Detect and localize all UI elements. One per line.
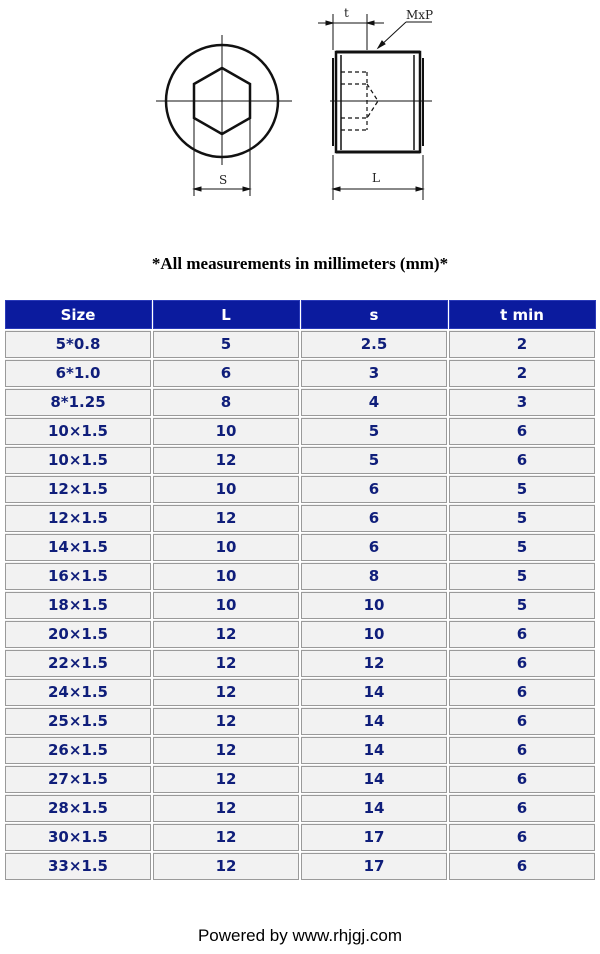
cell-s: 10 <box>300 620 448 649</box>
table-body <box>4 330 596 881</box>
cell-t-min: 6 <box>448 620 596 649</box>
cell-size: 8*1.25 <box>4 388 152 417</box>
table-row <box>4 794 596 823</box>
cell-t-min: 3 <box>448 388 596 417</box>
cell-s: 12 <box>300 649 448 678</box>
cell-t-min: 6 <box>448 794 596 823</box>
measurement-note: *All measurements in millimeters (mm)* <box>151 254 449 273</box>
cell-size: 5*0.8 <box>4 330 152 359</box>
table-row <box>4 446 596 475</box>
cell-t-min: 5 <box>448 533 596 562</box>
cell-l: 12 <box>152 765 300 794</box>
dimension-l-label: L <box>372 171 380 185</box>
cell-size: 10×1.5 <box>4 417 152 446</box>
cell-t-min: 6 <box>448 707 596 736</box>
table-row <box>4 765 596 794</box>
cell-s: 14 <box>300 678 448 707</box>
header-l: L <box>152 300 300 330</box>
cell-size: 26×1.5 <box>4 736 152 765</box>
cell-size: 33×1.5 <box>4 852 152 881</box>
cell-s: 8 <box>300 562 448 591</box>
cell-s: 14 <box>300 765 448 794</box>
cell-s: 5 <box>300 446 448 475</box>
cell-s: 3 <box>300 359 448 388</box>
cell-size: 10×1.5 <box>4 446 152 475</box>
table-row <box>4 678 596 707</box>
cell-t-min: 5 <box>448 504 596 533</box>
cell-s: 17 <box>300 852 448 881</box>
cell-t-min: 6 <box>448 736 596 765</box>
cell-t-min: 6 <box>448 649 596 678</box>
technical-drawing <box>0 0 600 230</box>
screw-plug-diagram <box>0 0 600 230</box>
cell-s: 6 <box>300 533 448 562</box>
cell-t-min: 6 <box>448 417 596 446</box>
cell-l: 12 <box>152 504 300 533</box>
cell-t-min: 5 <box>448 475 596 504</box>
cell-l: 12 <box>152 649 300 678</box>
cell-size: 25×1.5 <box>4 707 152 736</box>
header-size: Size <box>4 300 152 330</box>
table-row <box>4 504 596 533</box>
cell-size: 28×1.5 <box>4 794 152 823</box>
table-row <box>4 533 596 562</box>
cell-size: 24×1.5 <box>4 678 152 707</box>
cell-l: 5 <box>152 330 300 359</box>
dimensions-table <box>3 299 597 881</box>
table-row <box>4 330 596 359</box>
header-s: s <box>300 300 448 330</box>
cell-l: 10 <box>152 591 300 620</box>
cell-s: 14 <box>300 707 448 736</box>
cell-t-min: 6 <box>448 823 596 852</box>
table-header-row <box>4 300 596 330</box>
cell-l: 12 <box>152 794 300 823</box>
dimension-t-label: t <box>344 6 349 20</box>
cell-l: 12 <box>152 620 300 649</box>
cell-l: 10 <box>152 533 300 562</box>
cell-size: 27×1.5 <box>4 765 152 794</box>
cell-l: 12 <box>152 823 300 852</box>
cell-s: 6 <box>300 504 448 533</box>
table-row <box>4 388 596 417</box>
cell-l: 8 <box>152 388 300 417</box>
cell-t-min: 6 <box>448 765 596 794</box>
cell-size: 6*1.0 <box>4 359 152 388</box>
cell-l: 12 <box>152 446 300 475</box>
dimension-s-label: S <box>219 173 228 187</box>
cell-size: 20×1.5 <box>4 620 152 649</box>
cell-s: 5 <box>300 417 448 446</box>
cell-s: 6 <box>300 475 448 504</box>
table-row <box>4 475 596 504</box>
cell-l: 10 <box>152 562 300 591</box>
cell-t-min: 6 <box>448 852 596 881</box>
cell-s: 4 <box>300 388 448 417</box>
cell-l: 12 <box>152 678 300 707</box>
cell-s: 2.5 <box>300 330 448 359</box>
cell-s: 14 <box>300 736 448 765</box>
cell-s: 17 <box>300 823 448 852</box>
table-row <box>4 562 596 591</box>
table-row <box>4 620 596 649</box>
table-row <box>4 359 596 388</box>
table-row <box>4 417 596 446</box>
table-row <box>4 591 596 620</box>
front-view <box>156 35 292 196</box>
thread-mxp-label: MxP <box>406 8 434 22</box>
cell-t-min: 2 <box>448 330 596 359</box>
cell-size: 16×1.5 <box>4 562 152 591</box>
cell-s: 14 <box>300 794 448 823</box>
table-row <box>4 707 596 736</box>
cell-l: 12 <box>152 707 300 736</box>
cell-t-min: 6 <box>448 446 596 475</box>
cell-l: 6 <box>152 359 300 388</box>
cell-l: 12 <box>152 736 300 765</box>
cell-size: 12×1.5 <box>4 475 152 504</box>
cell-l: 10 <box>152 417 300 446</box>
cell-size: 14×1.5 <box>4 533 152 562</box>
cell-s: 10 <box>300 591 448 620</box>
cell-size: 12×1.5 <box>4 504 152 533</box>
cell-t-min: 6 <box>448 678 596 707</box>
cell-l: 10 <box>152 475 300 504</box>
powered-by-footer: Powered by www.rhjgj.com <box>197 926 403 945</box>
cell-size: 22×1.5 <box>4 649 152 678</box>
cell-l: 12 <box>152 852 300 881</box>
header-t-min: t min <box>448 300 596 330</box>
table-row <box>4 823 596 852</box>
cell-size: 18×1.5 <box>4 591 152 620</box>
cell-t-min: 5 <box>448 591 596 620</box>
table-row <box>4 736 596 765</box>
cell-size: 30×1.5 <box>4 823 152 852</box>
table-row <box>4 649 596 678</box>
dimensions-table-container <box>3 299 597 881</box>
cell-t-min: 5 <box>448 562 596 591</box>
table-row <box>4 852 596 881</box>
cell-t-min: 2 <box>448 359 596 388</box>
